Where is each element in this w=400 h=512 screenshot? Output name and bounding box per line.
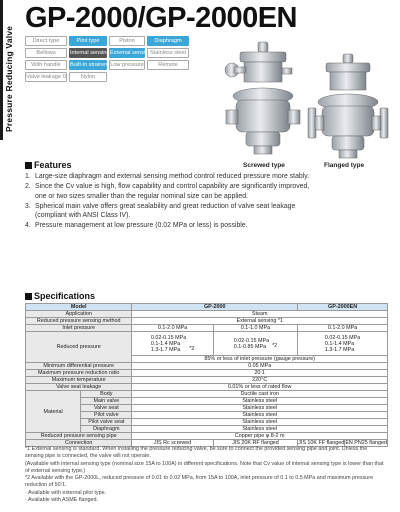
spec-value: 0.01% or less of rated flow <box>132 384 388 391</box>
table-row <box>26 398 388 405</box>
material-value: Stainless steel <box>132 405 388 412</box>
tag-row <box>25 36 203 46</box>
table-row <box>26 412 388 419</box>
features-heading <box>25 160 72 170</box>
table-row <box>26 405 388 412</box>
feature-text: Since the Cv value is high, flow capability and control capability are significantly improved, one or two sizes smaller than the regular nominal size can be applied. <box>35 183 310 200</box>
spec-value <box>213 332 297 356</box>
tag-row <box>25 72 203 82</box>
spec-label: Application <box>26 311 132 318</box>
reduced-b-note: *2 <box>272 343 278 350</box>
spec-label: Material <box>26 391 81 433</box>
spec-value: 20:1 <box>132 370 388 377</box>
table-row <box>26 377 388 384</box>
material-value: Ductile cast iron <box>132 391 388 398</box>
spec-value <box>132 332 213 356</box>
footnote: (Available with internal sensing type (nominal size 15A to 100A) in different specifications. Note that Cv value of internal sensing type is lower than that of external sensing type.) <box>25 460 384 474</box>
bullet-square-icon <box>25 162 32 169</box>
reduced-a: 0.02-0.15 MPa 0.1-1.4 MPa 1.3-1.7 MPa <box>150 334 187 353</box>
bullet-square-icon <box>25 293 32 300</box>
feature-number: 4. <box>25 222 31 230</box>
type-tag: Internal sensing <box>70 50 110 56</box>
spec-head-gp2000en: GP-2000EN <box>298 304 388 311</box>
spec-label: Maximum pressure reduction ratio <box>26 370 132 377</box>
table-row <box>26 391 388 398</box>
type-tag: Diaphragm <box>147 36 189 46</box>
side-label: Pressure Reducing Valve <box>4 25 14 132</box>
spec-value: 0.05 MPa <box>132 363 388 370</box>
table-row <box>26 419 388 426</box>
feature-number: 1. <box>25 173 31 180</box>
features-list <box>25 172 315 232</box>
material-part: Pilot valve <box>81 412 132 419</box>
material-value: Stainless steel <box>132 419 388 426</box>
flanged-valve-image <box>306 52 390 162</box>
spec-label: Maximum temperature <box>26 377 132 384</box>
feature-number: 2. <box>25 183 31 191</box>
spec-value: 85% or less of inlet pressure (gauge pressure) <box>132 356 388 363</box>
spec-label: Valve seat leakage <box>26 384 132 391</box>
footnote: · Available with ASME flanged. <box>25 497 99 503</box>
features-heading-text: Features <box>34 160 72 170</box>
table-row <box>26 370 388 377</box>
spec-value: External sensing *1 <box>132 318 388 325</box>
material-value: Stainless steel <box>132 426 388 433</box>
screwed-caption: Screwed type <box>243 162 285 169</box>
spec-label: Reduced pressure <box>26 332 132 363</box>
connection-d: EN PN25 flanged <box>345 440 387 446</box>
spec-value: 0.1-2.0 MPa <box>298 325 388 332</box>
list-item <box>25 202 315 221</box>
list-item <box>25 221 315 230</box>
material-part: Diaphragm <box>81 426 132 433</box>
feature-text: Large-size diaphragm and external sensing method control reduced pressure more stably. <box>35 173 310 180</box>
list-item <box>25 172 315 181</box>
table-row <box>26 384 388 391</box>
reduced-b: 0.02-0.15 MPa 0.1-0.85 MPa <box>233 337 270 350</box>
type-tag: Bellows <box>25 48 67 58</box>
reduced-c: 0.02-0.15 MPa 0.1-1.4 MPa 1.3-1.7 MPa <box>324 334 361 353</box>
table-row <box>26 311 388 318</box>
type-tag: Piston <box>109 36 145 46</box>
spec-label: Minimum differential pressure <box>26 363 132 370</box>
side-bar <box>0 0 3 140</box>
list-item <box>25 182 315 201</box>
material-part: Main valve <box>81 398 132 405</box>
type-tags <box>25 36 203 84</box>
material-part: Pilot valve seat <box>81 419 132 426</box>
specs-heading <box>25 291 95 301</box>
reduced-a-note: *2 <box>189 346 195 353</box>
table-row <box>26 426 388 433</box>
material-part: Valve seat <box>81 405 132 412</box>
type-tag: External sensing <box>110 50 152 56</box>
flanged-caption: Flanged type <box>324 162 365 169</box>
material-value: Stainless steel <box>132 412 388 419</box>
tag-row <box>25 48 203 58</box>
spec-value: JIS Rc screwed <box>132 440 213 447</box>
screwed-valve-image <box>222 40 304 160</box>
table-row <box>26 332 388 356</box>
spec-label: Connection <box>26 440 132 447</box>
type-tag: Direct type <box>25 36 67 46</box>
type-tag: Nylon <box>69 72 107 82</box>
type-tag: Low pressure <box>110 62 144 68</box>
side-tab <box>0 0 18 140</box>
spec-table <box>25 303 388 447</box>
spec-value: Copper pipe φ 8-2 m <box>132 433 388 440</box>
spec-value <box>298 332 388 356</box>
material-part: Body <box>81 391 132 398</box>
table-row <box>26 363 388 370</box>
footnote: *2 Available with the GP-2000L, reduced pressure of 0.01 to 0.02 MPa, from 15A to 100A, inlet pressure of 0.1 to 0.5 MPa and maximum pressure reduction of 50:1. <box>25 475 374 488</box>
spec-head-gp2000: GP-2000 <box>132 304 298 311</box>
spec-label: Reduced pressure sensing method <box>26 318 132 325</box>
footnote: · Available with external pilot type. <box>25 489 107 496</box>
table-row <box>26 318 388 325</box>
table-row <box>26 325 388 332</box>
specs-heading-text: Specifications <box>34 291 96 301</box>
spec-value: 0.1-1.0 MPa <box>213 325 297 332</box>
spec-value: Steam <box>132 311 388 318</box>
page-title: GP-2000/GP-2000EN <box>25 2 297 34</box>
feature-number: 3. <box>25 202 31 210</box>
spec-label: Reduced pressure sensing pipe <box>26 433 132 440</box>
feature-text: Pressure management at low pressure (0.02 MPa or less) is possible. <box>35 222 248 230</box>
type-tag: Built-in strainer <box>70 62 108 68</box>
spec-value: JIS 20K RF flanged <box>213 440 297 447</box>
footnote: *1 External sensing is standard. When installing the pressure reducing valve, be sure to connect the provided sensing pipe and joint. Unless the sensing pipe is connected, the valve will not operate. <box>25 446 368 459</box>
table-row <box>26 433 388 440</box>
footnotes <box>25 446 387 505</box>
connection-c: JIS 10K FF flanged <box>298 440 345 446</box>
type-tag: Pilot type <box>69 36 107 46</box>
table-row <box>26 304 388 311</box>
spec-value: 0.1-2.0 MPa <box>132 325 213 332</box>
spec-label: Inlet pressure <box>26 325 132 332</box>
type-tag: With handle <box>25 60 67 70</box>
type-tag: Valve leakage 0 <box>26 74 66 80</box>
type-tag: Remote <box>147 60 189 70</box>
material-value: Stainless steel <box>132 398 388 405</box>
spec-value: 220°C <box>132 377 388 384</box>
spec-head-model: Model <box>26 304 132 311</box>
type-tag: Stainless steel <box>147 48 189 58</box>
tag-row <box>25 60 203 70</box>
feature-text: Spherical main valve offers great sealability and great reduction of valve seat leakage (compliant with ANSI Class IV). <box>35 202 296 220</box>
